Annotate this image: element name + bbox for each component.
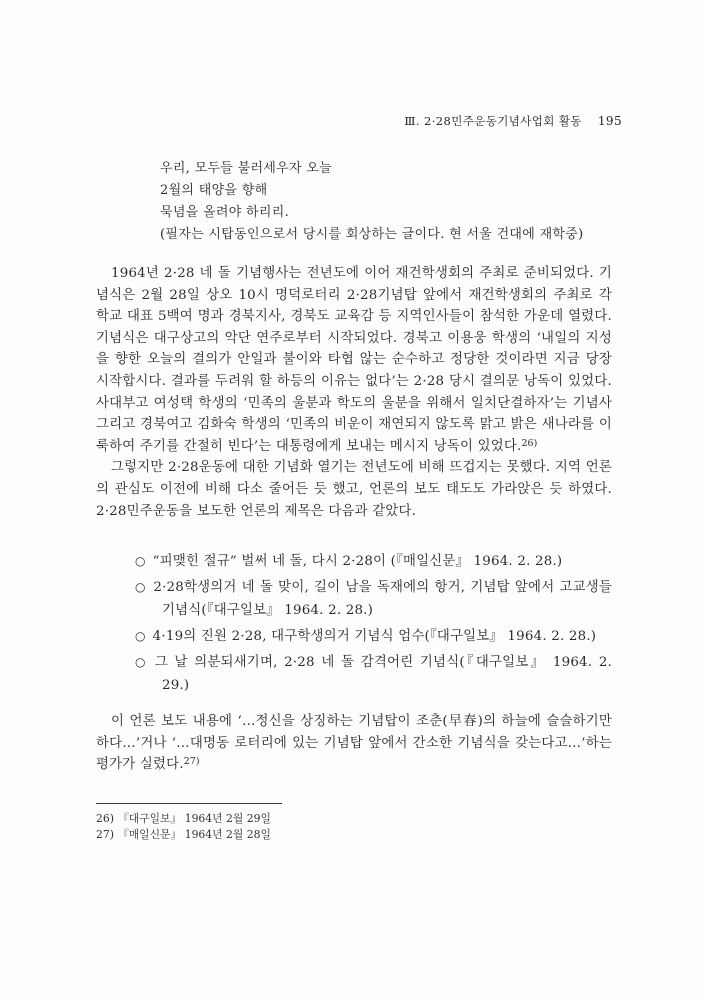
list-item-text: 2·28학생의거 네 돌 맞이, 길이 남을 독재에의 항거, 기념탑 앞에서 고교생들 기념식(『대구일보』 1964. 2. 28.) (153, 580, 613, 618)
running-head (404, 113, 622, 129)
footnote (96, 827, 612, 843)
list-item-text: 그 날 의분되새기며, 2·28 네 돌 감격어린 기념식(『대구일보』 1964. 2. 29.) (154, 655, 613, 693)
list-item-text: 4·19의 진원 2·28, 대구학생의거 기념식 엄수(『대구일보』 1964. 2. 28.) (152, 629, 597, 645)
paragraph (96, 263, 612, 457)
footnote-reference: 27) (183, 756, 200, 768)
headline-list (96, 550, 612, 697)
footnote-number: 27) (96, 828, 114, 841)
footnote-text: 『대구일보』 1964년 2월 29일 (117, 812, 271, 825)
list-item (96, 550, 612, 573)
paragraph (96, 711, 612, 776)
footnote (96, 811, 612, 827)
chapter-title: Ⅲ. 2·28민주운동기념사업회 활동 (404, 114, 582, 128)
page-number: 195 (597, 114, 622, 128)
circle-bullet-icon: ○ (135, 554, 146, 569)
circle-bullet-icon: ○ (135, 580, 147, 595)
circle-bullet-icon: ○ (135, 629, 146, 644)
poem-line: 우리, 모두들 불러세우자 오늘 (160, 161, 333, 176)
paragraph-text: 이 언론 보도 내용에 ‘…정신을 상징하는 기념탑이 조춘(早春)의 하늘에 슬슬하기만 하다…’거나 ‘…대명동 로터리에 있는 기념탑 앞에서 간소한 기념식을 갖는다고…’하는 평가가 실렸다. (96, 713, 612, 773)
list-item (96, 651, 612, 697)
footnote-number: 26) (96, 812, 114, 825)
list-item-text: “피맺힌 절규” 벌써 네 돌, 다시 2·28이 (『매일신문』 1964. 2. 28.) (152, 554, 563, 570)
poem-credit: (필자는 시탑동인으로서 당시를 회상하는 글이다. 현 서울 건대에 재학중) (160, 227, 584, 242)
paragraph-text: 그렇지만 2·28운동에 대한 기념화 열기는 전년도에 비해 뜨겁지는 못했다. 지역 언론의 관심도 이전에 비해 다소 줄어든 듯 했고, 언론의 보도 태도도 가라앉은 듯 하였다. 2·28민주운동을 보도한 언론의 제목은 다음과 같았다. (96, 460, 612, 519)
poem-line: 2월의 태양을 향해 (160, 183, 268, 198)
footnote-divider (96, 803, 282, 804)
body-text (96, 263, 612, 776)
paragraph-text: 1964년 2·28 네 돌 기념행사는 전년도에 이어 재건학생회의 주최로 준비되었다. 기념식은 2월 28일 상오 10시 명덕로터리 2·28기념탑 앞에서 재건학생회의 주최로 각 학교 대표 5백여 명과 경북지사, 경북도 교육감 등 지역인사들이 참석한 가운데 열렸다. 기념식은 대구상고의 악단 연주로부터 시작되었다. 경북고 이용웅 학생의 ‘내일의 지성을 향한 오늘의 결의가 안일과 불이와 타협 않는 순수하고 정당한 것이라면 지금 당장 시작합시다. 결과를 두려워 할 하등의 이유는 없다’는 2·28 당시 결의문 낭독이 있었다. 사대부고 여성택 학생의 ‘민족의 울분과 학도의 울분을 위해서 일치단결하자’는 기념사 그리고 경북여고 김화숙 학생의 ‘민족의 비운이 재연되지 않도록 맑고 밝은 새나라를 이룩하여 주기를 간절히 빈다’는 대통령에게 보내는 메시지 낭독이 있었다. (96, 266, 612, 454)
list-item (96, 576, 612, 622)
footnote-reference: 26) (521, 437, 538, 449)
poem-block (160, 158, 584, 246)
poem-line: 묵념을 올려야 하리리. (160, 205, 290, 220)
paragraph (96, 457, 612, 522)
list-item (96, 625, 612, 648)
circle-bullet-icon: ○ (135, 655, 148, 670)
footnote-text: 『매일신문』 1964년 2월 28일 (117, 828, 271, 841)
footnotes-section (96, 803, 612, 843)
